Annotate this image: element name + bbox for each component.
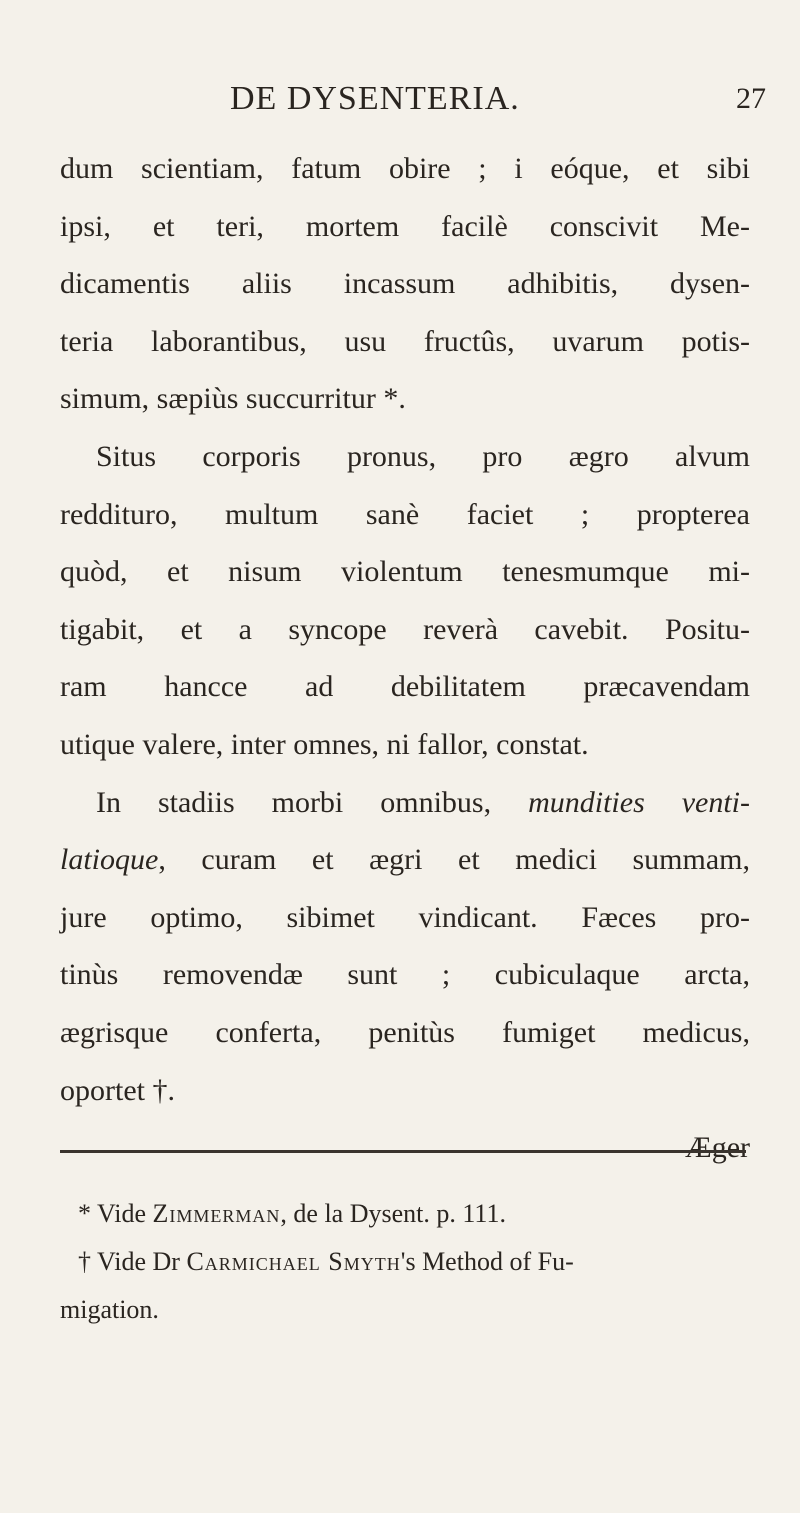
page-header (0, 80, 800, 120)
text-run: 's Method of Fu- (400, 1247, 574, 1276)
footnote (78, 1190, 758, 1238)
text-line: tigabit, et a syncope reverà cavebit. Positu- (60, 612, 750, 646)
footnotes (60, 1190, 758, 1334)
text-line: ægrisque conferta, penitùs fumiget medicus, (60, 1015, 750, 1049)
text-line: quòd, et nisum violentum tenesmumque mi- (60, 555, 750, 589)
catchword: Æger (685, 1131, 750, 1165)
running-title: DE DYSENTERIA. (230, 80, 520, 117)
italic-term: mundities venti- (528, 785, 751, 819)
text-run: Vide (91, 1199, 153, 1228)
text-line: Situs corporis pronus, pro ægro alvum (96, 439, 750, 473)
footnote-marker: * (78, 1199, 91, 1228)
text-run: , de la Dysent. p. 111. (280, 1199, 506, 1228)
text-line: simum, sæpiùs succurritur *. (60, 382, 406, 416)
text-run: , curam et ægri et medici summam, (158, 843, 750, 877)
text-line: dicamentis aliis incassum adhibitis, dysen- (60, 267, 750, 301)
text-line: ram hancce ad debilitatem præcavendam (60, 670, 750, 704)
text-run: In stadiis morbi omnibus, (96, 785, 529, 819)
author-name: Zimmerman (152, 1199, 281, 1228)
footnote (78, 1238, 758, 1286)
text-line: oportet †. (60, 1073, 175, 1107)
footnote-marker: † (78, 1247, 91, 1276)
body-text (60, 140, 750, 1177)
text-line: jure optimo, sibimet vindicant. Fæces pro- (60, 900, 750, 934)
text-line (60, 831, 750, 889)
text-line (60, 774, 750, 832)
italic-term: latioque (60, 843, 159, 877)
text-line: teria laborantibus, usu fructûs, uvarum potis- (60, 324, 750, 358)
text-line: dum scientiam, fatum obire ; i eóque, et sibi (60, 152, 750, 185)
text-line: tinùs removendæ sunt ; cubiculaque arcta, (60, 958, 750, 992)
text-run: Vide Dr (91, 1247, 187, 1276)
page-number: 27 (736, 82, 766, 115)
text-line: utique valere, inter omnes, ni fallor, constat. (60, 727, 589, 761)
footnote-rule (60, 1150, 746, 1153)
author-name: Carmichael Smyth (186, 1247, 401, 1276)
footnote-continuation: migation. (60, 1295, 159, 1324)
text-line: ipsi, et teri, mortem facilè conscivit Me- (60, 209, 750, 243)
text-line: reddituro, multum sanè faciet ; propterea (60, 497, 750, 531)
